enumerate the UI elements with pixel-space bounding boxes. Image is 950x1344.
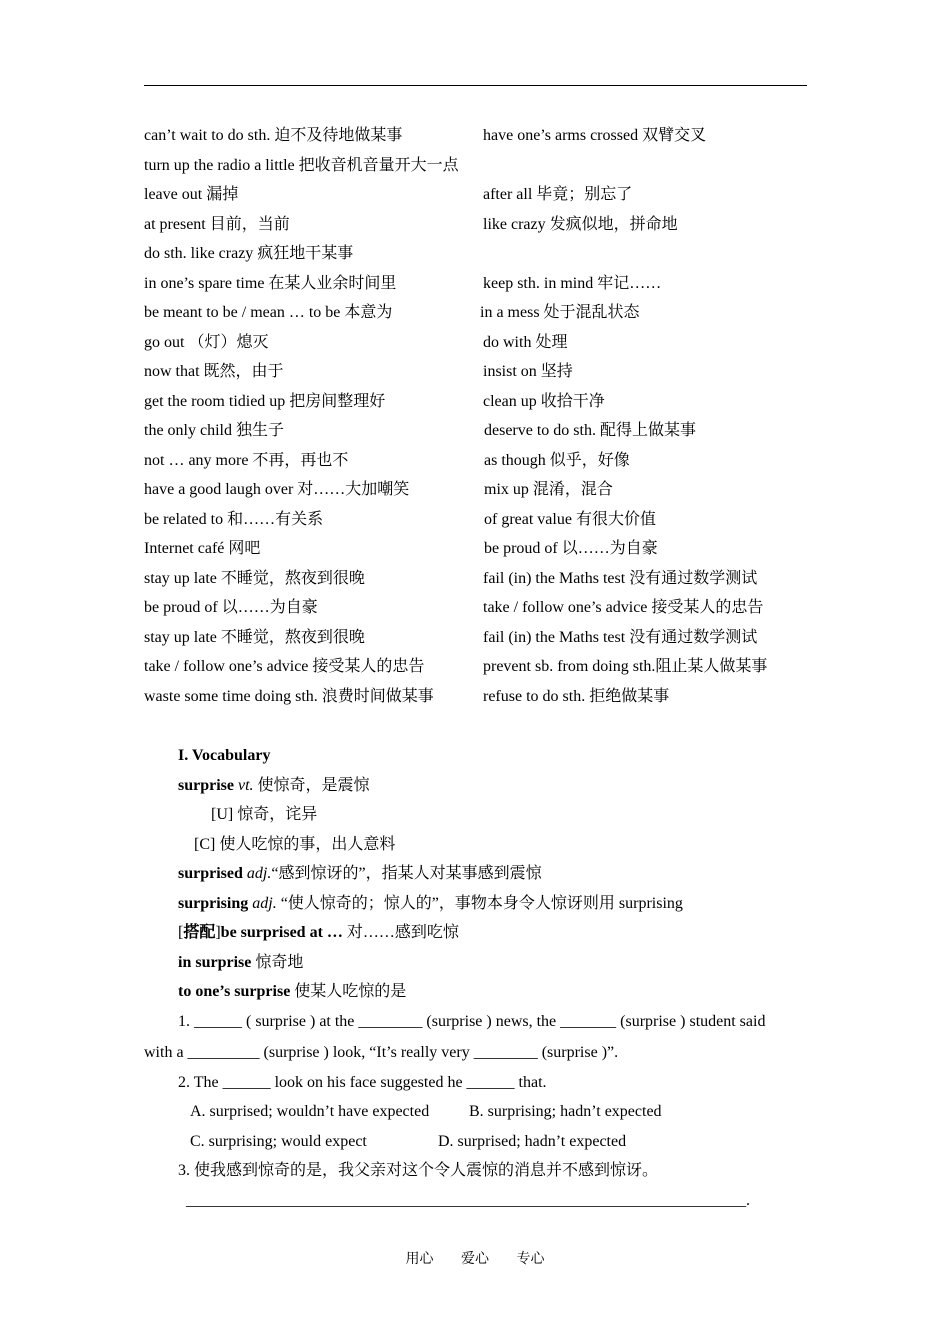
phrase-right: refuse to do sth. 拒绝做某事 (483, 688, 670, 705)
phrase-right: deserve to do sth. 配得上做某事 (484, 422, 696, 439)
phrase-left: do sth. like crazy 疯狂地干某事 (144, 245, 354, 262)
headword: to one’s surprise (178, 983, 291, 1000)
definition: 使某人吃惊的是 (290, 983, 407, 1000)
phrase-left: stay up late 不睡觉，熬夜到很晚 (144, 629, 365, 646)
phrase-left: get the room tidied up 把房间整理好 (144, 393, 386, 410)
phrase-left: at present 目前，当前 (144, 216, 290, 233)
headword: surprising (178, 895, 249, 912)
headword: in surprise (178, 954, 252, 971)
footer-text: 用心 (405, 1252, 434, 1267)
headword: surprised (178, 865, 243, 882)
part-of-speech: vt. (238, 777, 254, 794)
footer-text: 专心 (516, 1252, 545, 1267)
option-b: B. surprising; hadn’t expected (469, 1103, 662, 1120)
phrase-left: in one’s spare time 在某人业余时间里 (144, 275, 397, 292)
phrase-right: insist on 坚持 (483, 363, 573, 380)
phrase-right: keep sth. in mind 牢记…… (483, 275, 662, 292)
entry-in-surprise (178, 953, 303, 973)
definition: 对……感到吃惊 (342, 924, 459, 941)
phrase-left: have a good laugh over 对……大加嘲笑 (144, 481, 410, 498)
entry-surprised (178, 864, 542, 884)
definition: 使惊奇，是震惊 (253, 777, 370, 794)
definition: “感到惊讶的”，指某人对某事感到震惊 (271, 865, 542, 882)
header-rule (144, 85, 807, 86)
definition: 惊奇地 (251, 954, 304, 971)
phrase-right: like crazy 发疯似地，拼命地 (483, 216, 678, 233)
phrase-right: as though 似乎，好像 (484, 452, 630, 469)
phrase-left: Internet café 网吧 (144, 540, 261, 557)
question-1-line-2: with a _________ (surprise ) look, “It’s really very ________ (surprise )”. (144, 1044, 619, 1061)
phrase-left: waste some time doing sth. 浪费时间做某事 (144, 688, 434, 705)
footer-text: 爱心 (461, 1252, 489, 1267)
sense-uncountable: [U] 惊奇，诧异 (211, 806, 318, 823)
phrase-right: after all 毕竟；别忘了 (483, 186, 633, 203)
sense-countable: [C] 使人吃惊的事，出人意料 (194, 836, 396, 853)
phrase-right: fail (in) the Maths test 没有通过数学测试 (483, 570, 758, 587)
phrase-left: go out （灯）熄灭 (144, 334, 269, 351)
answer-blank: ______________________________________________________________________. (186, 1192, 750, 1209)
question-3-stem: 3. 使我感到惊奇的是，我父亲对这个令人震惊的消息并不感到惊讶。 (178, 1162, 659, 1179)
option-a: A. surprised; wouldn’t have expected (190, 1103, 430, 1120)
collocation (178, 923, 459, 943)
phrase-left: be proud of 以……为自豪 (144, 599, 318, 616)
collocation-tag: 搭配 (183, 924, 216, 941)
bracket: ] (215, 924, 221, 941)
phrase-right: of great value 有很大价值 (484, 511, 656, 528)
phrase-left: be meant to be / mean … to be 本意为 (144, 304, 393, 321)
vocabulary-heading: I. Vocabulary (178, 747, 271, 764)
entry-to-ones-surprise (178, 982, 406, 1002)
phrase-right: be proud of 以……为自豪 (484, 540, 658, 557)
phrase-left: leave out 漏掉 (144, 186, 239, 203)
question-1-line-1: 1. ______ ( surprise ) at the ________ (surprise ) news, the _______ (surprise ) student said (178, 1013, 766, 1030)
question-2-stem: 2. The ______ look on his face suggested he ______ that. (178, 1074, 547, 1091)
definition: “使人惊奇的；惊人的”，事物本身令人惊讶则用 surprising (276, 895, 683, 912)
phrase-right: prevent sb. from doing sth.阻止某人做某事 (483, 658, 768, 675)
page-footer (0, 1248, 950, 1268)
phrase-left: the only child 独生子 (144, 422, 284, 439)
phrase-right: in a mess 处于混乱状态 (480, 304, 640, 321)
entry-surprise (178, 776, 370, 796)
phrase-left: take / follow one’s advice 接受某人的忠告 (144, 658, 425, 675)
phrase-right: mix up 混淆，混合 (484, 481, 613, 498)
phrase-left: stay up late 不睡觉，熬夜到很晚 (144, 570, 365, 587)
collocation-phrase: be surprised at … (220, 924, 343, 941)
phrase-left: be related to 和……有关系 (144, 511, 324, 528)
part-of-speech: adj. (246, 865, 272, 882)
phrase-right: have one’s arms crossed 双臂交叉 (483, 127, 707, 144)
phrase-left: not … any more 不再，再也不 (144, 452, 349, 469)
phrase-right: clean up 收拾干净 (483, 393, 605, 410)
phrase-left: can’t wait to do sth. 迫不及待地做某事 (144, 127, 403, 144)
part-of-speech: adj. (252, 895, 277, 912)
phrase-right: do with 处理 (483, 334, 568, 351)
phrase-left: turn up the radio a little 把收音机音量开大一点 (144, 157, 459, 174)
entry-surprising (178, 894, 683, 914)
bracket: [ (178, 924, 184, 941)
option-c: C. surprising; would expect (190, 1133, 367, 1150)
headword: surprise (178, 777, 234, 794)
section-heading (178, 746, 270, 766)
phrase-right: take / follow one’s advice 接受某人的忠告 (483, 599, 764, 616)
phrase-right: fail (in) the Maths test 没有通过数学测试 (483, 629, 758, 646)
phrase-left: now that 既然，由于 (144, 363, 284, 380)
option-d: D. surprised; hadn’t expected (438, 1133, 627, 1150)
